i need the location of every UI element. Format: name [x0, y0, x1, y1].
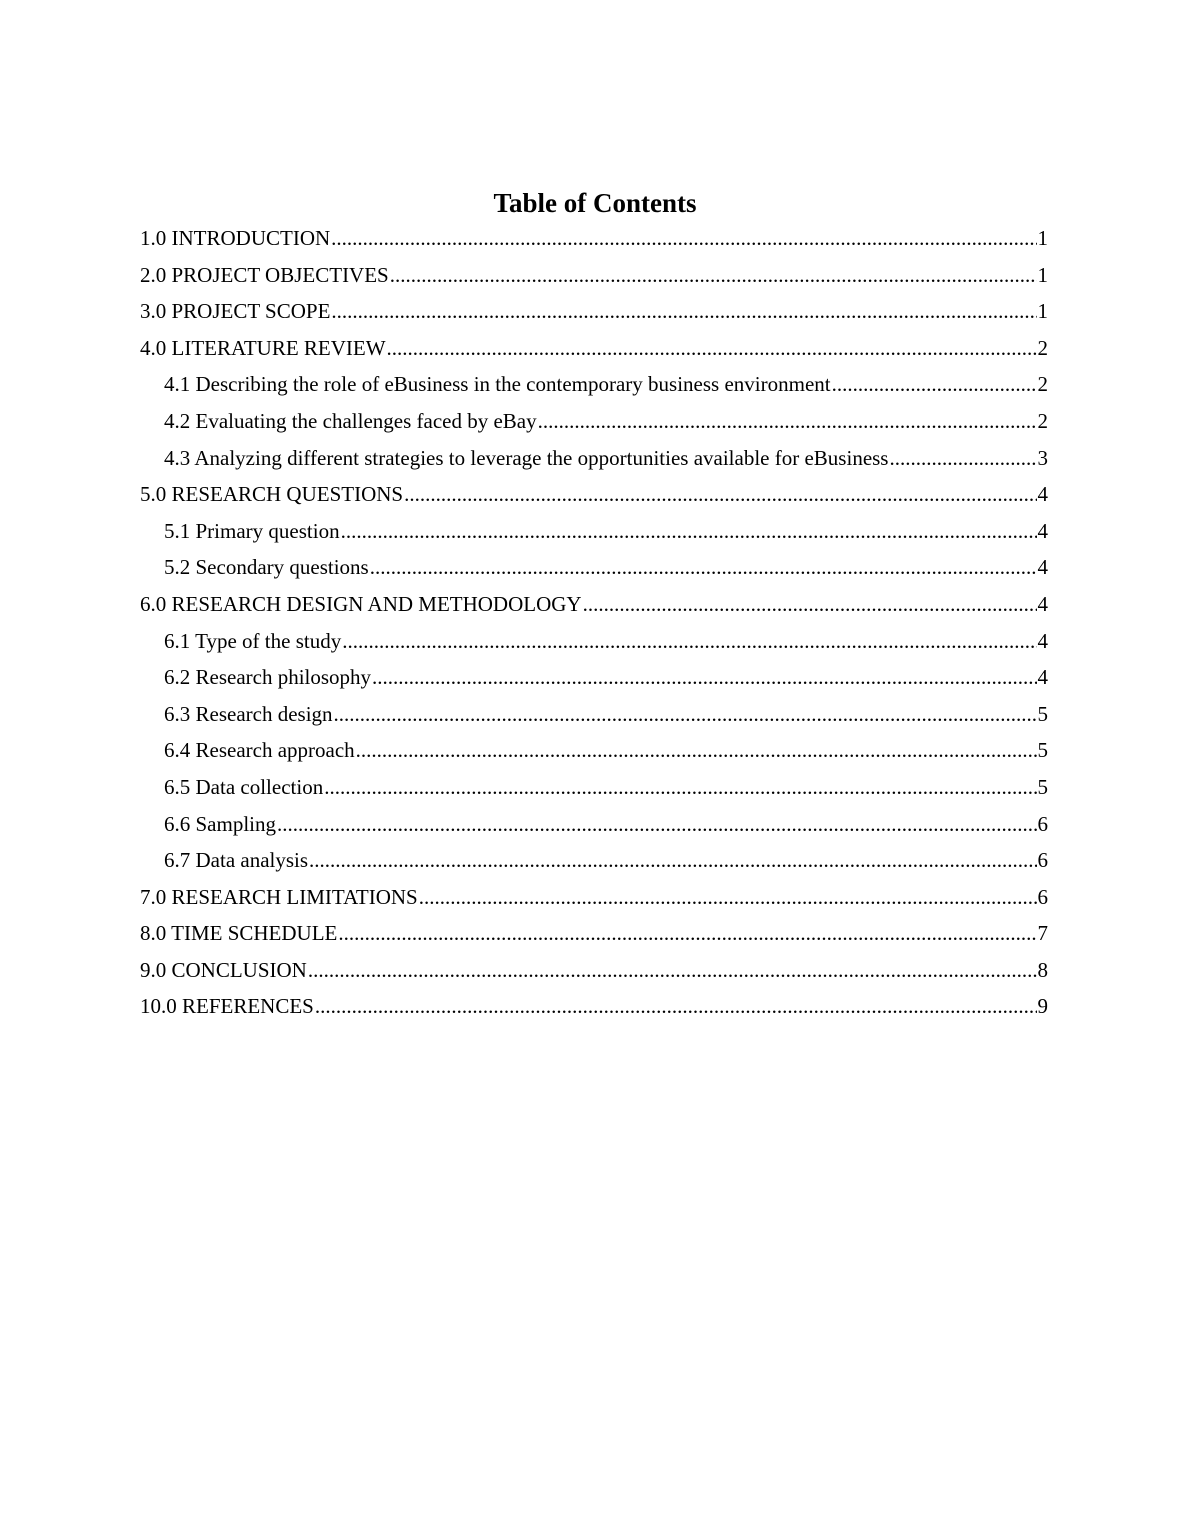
toc-entry-label[interactable]: 4.0 LITERATURE REVIEW — [140, 335, 386, 360]
toc-page-number[interactable]: 1 — [1037, 262, 1048, 287]
toc-entry[interactable] — [140, 330, 1048, 367]
toc-dot-leader — [404, 476, 1036, 513]
toc-dot-leader — [387, 330, 1037, 367]
toc-page-number[interactable]: 7 — [1037, 921, 1048, 946]
toc-entry[interactable] — [140, 915, 1048, 952]
toc-list — [140, 220, 1048, 1025]
toc-page-number[interactable]: 5 — [1037, 701, 1048, 726]
toc-dot-leader — [832, 366, 1037, 403]
toc-page-number[interactable]: 4 — [1037, 591, 1048, 616]
toc-page-number[interactable]: 1 — [1037, 299, 1048, 324]
toc-dot-leader — [331, 293, 1036, 330]
toc-page-number[interactable]: 8 — [1037, 957, 1048, 982]
toc-entry-label[interactable]: 6.1 Type of the study — [164, 628, 342, 653]
toc-entry-label[interactable]: 2.0 PROJECT OBJECTIVES — [140, 262, 389, 287]
toc-entry[interactable] — [140, 586, 1048, 623]
toc-page-number[interactable]: 5 — [1037, 774, 1048, 799]
toc-entry[interactable] — [140, 696, 1048, 733]
toc-title: Table of Contents — [493, 188, 697, 218]
toc-entry[interactable] — [140, 952, 1048, 989]
toc-dot-leader — [341, 513, 1037, 550]
toc-dot-leader — [331, 220, 1036, 257]
toc-dot-leader — [889, 440, 1036, 477]
toc-entry[interactable] — [140, 257, 1048, 294]
toc-dot-leader — [419, 879, 1037, 916]
toc-page-number[interactable]: 4 — [1037, 665, 1048, 690]
toc-page-number[interactable]: 9 — [1037, 994, 1048, 1019]
toc-entry-label[interactable]: 8.0 TIME SCHEDULE — [140, 921, 338, 946]
toc-entry[interactable] — [140, 476, 1048, 513]
toc-dot-leader — [334, 696, 1037, 733]
toc-dot-leader — [309, 842, 1036, 879]
toc-entry[interactable] — [140, 293, 1048, 330]
toc-entry-label[interactable]: 6.5 Data collection — [164, 774, 324, 799]
toc-entry[interactable] — [140, 549, 1048, 586]
toc-entry[interactable] — [140, 879, 1048, 916]
toc-page-number[interactable]: 2 — [1037, 335, 1048, 360]
toc-page-number[interactable]: 5 — [1037, 738, 1048, 763]
toc-entry-label[interactable]: 6.0 RESEARCH DESIGN AND METHODOLOGY — [140, 591, 582, 616]
toc-entry[interactable] — [140, 623, 1048, 660]
toc-page-number[interactable]: 6 — [1037, 811, 1048, 836]
toc-dot-leader — [338, 915, 1036, 952]
toc-page-number[interactable]: 4 — [1037, 628, 1048, 653]
toc-entry-label[interactable]: 6.2 Research philosophy — [164, 665, 372, 690]
toc-entry[interactable] — [140, 403, 1048, 440]
toc-entry[interactable] — [140, 366, 1048, 403]
toc-page-number[interactable]: 6 — [1037, 848, 1048, 873]
toc-dot-leader — [370, 549, 1037, 586]
toc-page-number[interactable]: 2 — [1037, 408, 1048, 433]
toc-entry-label[interactable]: 5.2 Secondary questions — [164, 555, 369, 580]
toc-dot-leader — [277, 806, 1036, 843]
toc-entry[interactable] — [140, 842, 1048, 879]
toc-page-number[interactable]: 6 — [1037, 884, 1048, 909]
toc-entry-label[interactable]: 4.1 Describing the role of eBusiness in the contemporary business environment — [164, 372, 831, 397]
toc-entry[interactable] — [140, 732, 1048, 769]
toc-entry-label[interactable]: 7.0 RESEARCH LIMITATIONS — [140, 884, 418, 909]
toc-page-number[interactable]: 4 — [1037, 482, 1048, 507]
toc-dot-leader — [390, 257, 1037, 294]
toc-page-number[interactable]: 1 — [1037, 226, 1048, 250]
toc-dot-leader — [583, 586, 1037, 623]
toc-entry-label[interactable]: 5.1 Primary question — [164, 518, 340, 543]
toc-entry-label[interactable]: 4.3 Analyzing different strategies to leverage the opportunities available for eBusiness — [164, 445, 889, 470]
toc-entry-label[interactable]: 10.0 REFERENCES — [140, 994, 314, 1019]
toc-entry-label[interactable]: 6.7 Data analysis — [164, 848, 309, 873]
toc-entry[interactable] — [140, 806, 1048, 843]
toc-entry-label[interactable]: 6.6 Sampling — [164, 811, 277, 836]
toc-entry[interactable] — [140, 220, 1048, 257]
toc-dot-leader — [308, 952, 1037, 989]
toc-entry[interactable] — [140, 513, 1048, 550]
toc-dot-leader — [324, 769, 1036, 806]
toc-dot-leader — [356, 732, 1037, 769]
toc-page-number[interactable]: 4 — [1037, 518, 1048, 543]
toc-page-number[interactable]: 3 — [1037, 445, 1048, 470]
toc-entry[interactable] — [140, 659, 1048, 696]
toc-entry[interactable] — [140, 440, 1048, 477]
toc-page-number[interactable]: 2 — [1037, 372, 1048, 397]
toc-page-number[interactable]: 4 — [1037, 555, 1048, 580]
toc-entry-label[interactable]: 9.0 CONCLUSION — [140, 957, 307, 982]
toc-entry-label[interactable]: 3.0 PROJECT SCOPE — [140, 299, 331, 324]
toc-entry-label[interactable]: 6.3 Research design — [164, 701, 333, 726]
toc-entry-label[interactable]: 4.2 Evaluating the challenges faced by eBay — [164, 408, 537, 433]
toc-dot-leader — [538, 403, 1037, 440]
toc-entry-label[interactable]: 6.4 Research approach — [164, 738, 355, 763]
toc-dot-leader — [342, 623, 1036, 660]
toc-dot-leader — [372, 659, 1036, 696]
toc-entry-label[interactable]: 1.0 INTRODUCTION — [140, 226, 331, 250]
toc-dot-leader — [315, 988, 1037, 1025]
toc-entry-label[interactable]: 5.0 RESEARCH QUESTIONS — [140, 482, 404, 507]
toc-entry[interactable] — [140, 988, 1048, 1025]
toc-entry[interactable] — [140, 769, 1048, 806]
